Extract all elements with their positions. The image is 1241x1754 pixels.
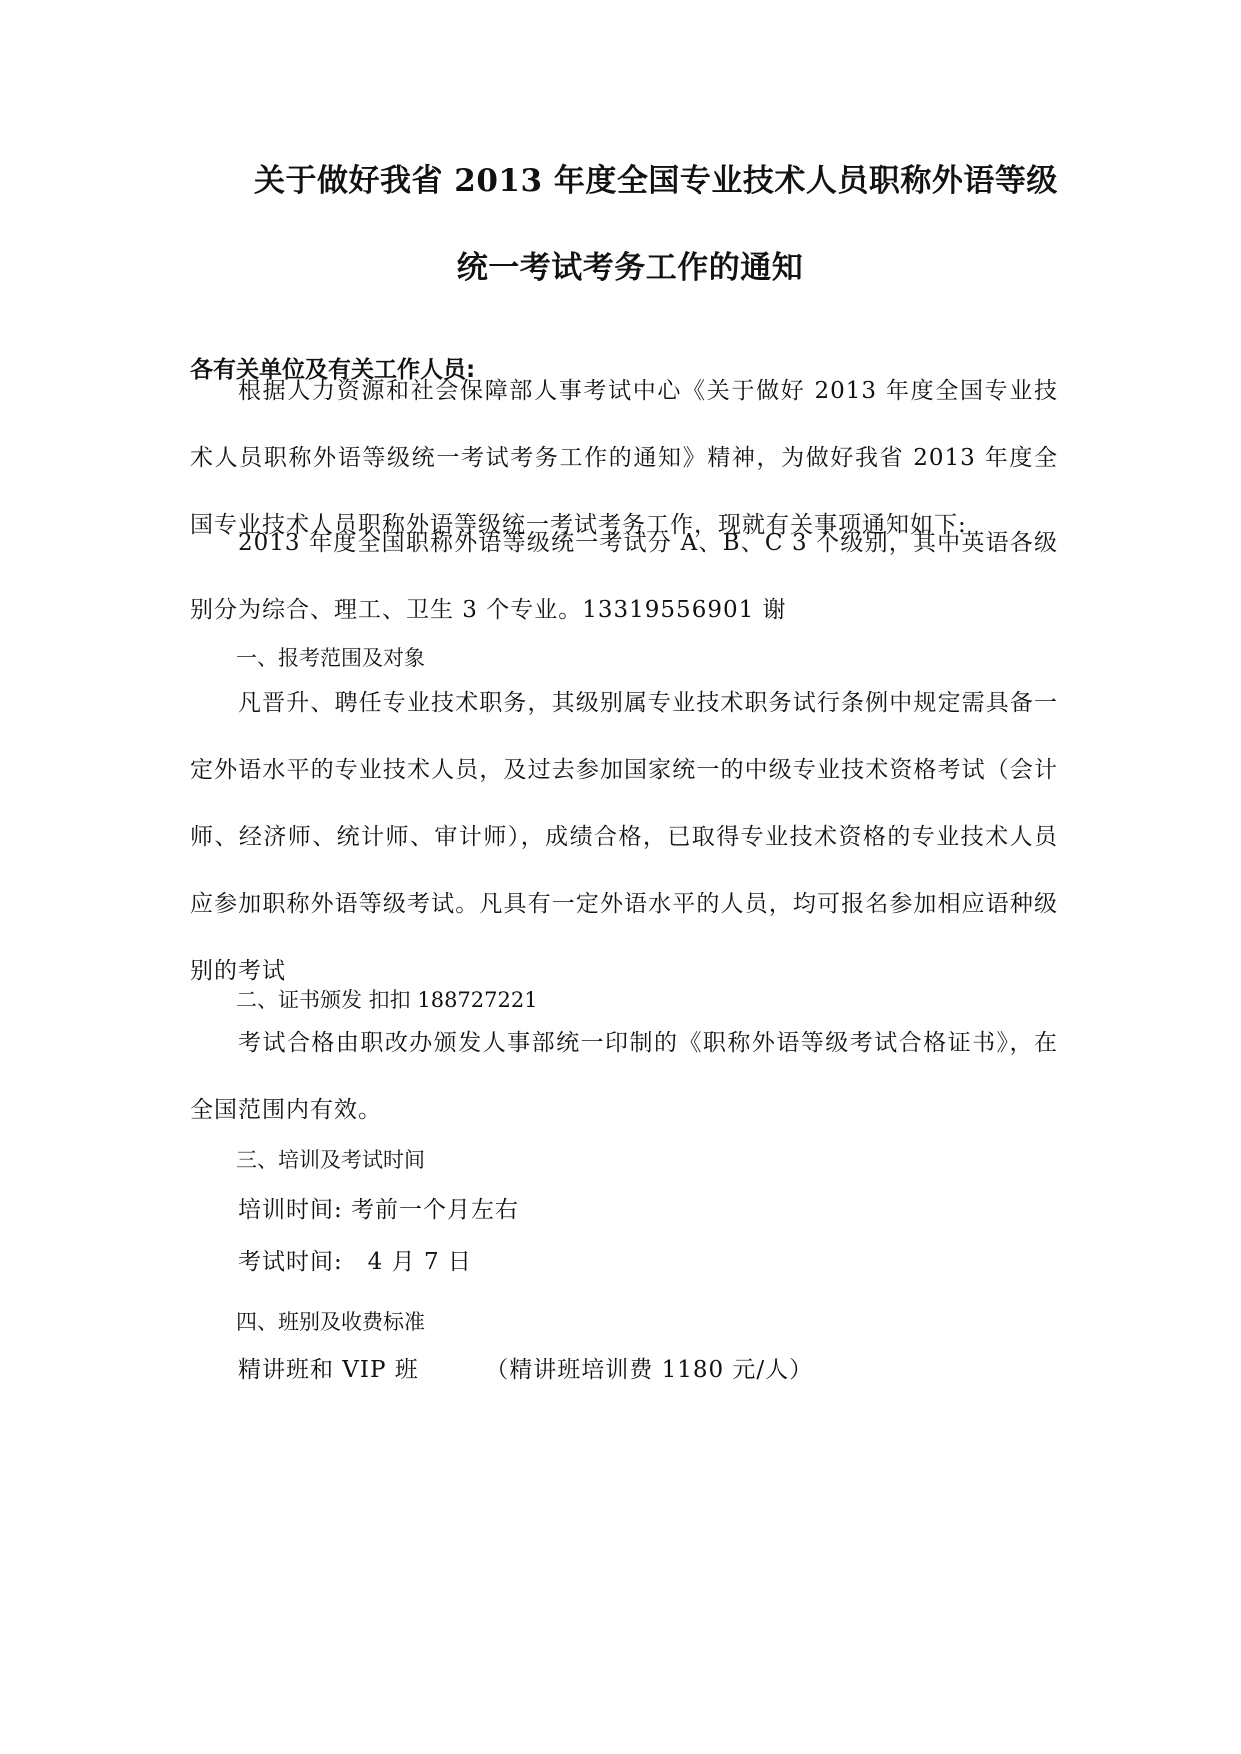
training-time-line: 培训时间: 考前一个月左右 (238, 1197, 520, 1223)
document-title-line-1: 关于做好我省 2013 年度全国专业技术人员职称外语等级 (254, 163, 1058, 199)
exam-time-line: 考试时间: 4 月 7 日 (238, 1249, 472, 1275)
exam-levels-paragraph: 2013 年度全国职称外语等级统一考试分 A、B、C 3 个级别，其中英语各级别分为综合、理工、卫生 3 个专业。13319556901 谢 (190, 530, 1058, 623)
intro-paragraph: 根据人力资源和社会保障部人事考试中心《关于做好 2013 年度全国专业技术人员职称外语等级统一考试考务工作的通知》精神，为做好我省 2013 年度全国专业技术人员职称外语等级统一考试考务工作，现就有关事项通知如下: (190, 378, 1058, 538)
section-heading-schedule: 三、培训及考试时间 (236, 1148, 425, 1172)
fee-line: 精讲班和 VIP 班 （精讲班培训费 1180 元/人） (238, 1357, 814, 1383)
section-body-certificate: 考试合格由职改办颁发人事部统一印制的《职称外语等级考试合格证书》，在全国范围内有效。 (190, 1030, 1058, 1123)
section-heading-fees: 四、班别及收费标准 (236, 1310, 425, 1334)
document-title-line-2: 统一考试考务工作的通知 (456, 250, 804, 286)
section-heading-scope: 一、报考范围及对象 (236, 646, 425, 670)
section-heading-certificate: 二、证书颁发 扣扣 188727221 (236, 988, 538, 1012)
salutation: 各有关单位及有关工作人员: (190, 357, 476, 383)
section-body-scope: 凡晋升、聘任专业技术职务，其级别属专业技术职务试行条例中规定需具备一定外语水平的专业技术人员，及过去参加国家统一的中级专业技术资格考试（会计师、经济师、统计师、审计师），成绩合格，已取得专业技术资格的专业技术人员应参加职称外语等级考试。凡具有一定外语水平的人员，均可报名参加相应语种级别的考试 (190, 690, 1058, 984)
